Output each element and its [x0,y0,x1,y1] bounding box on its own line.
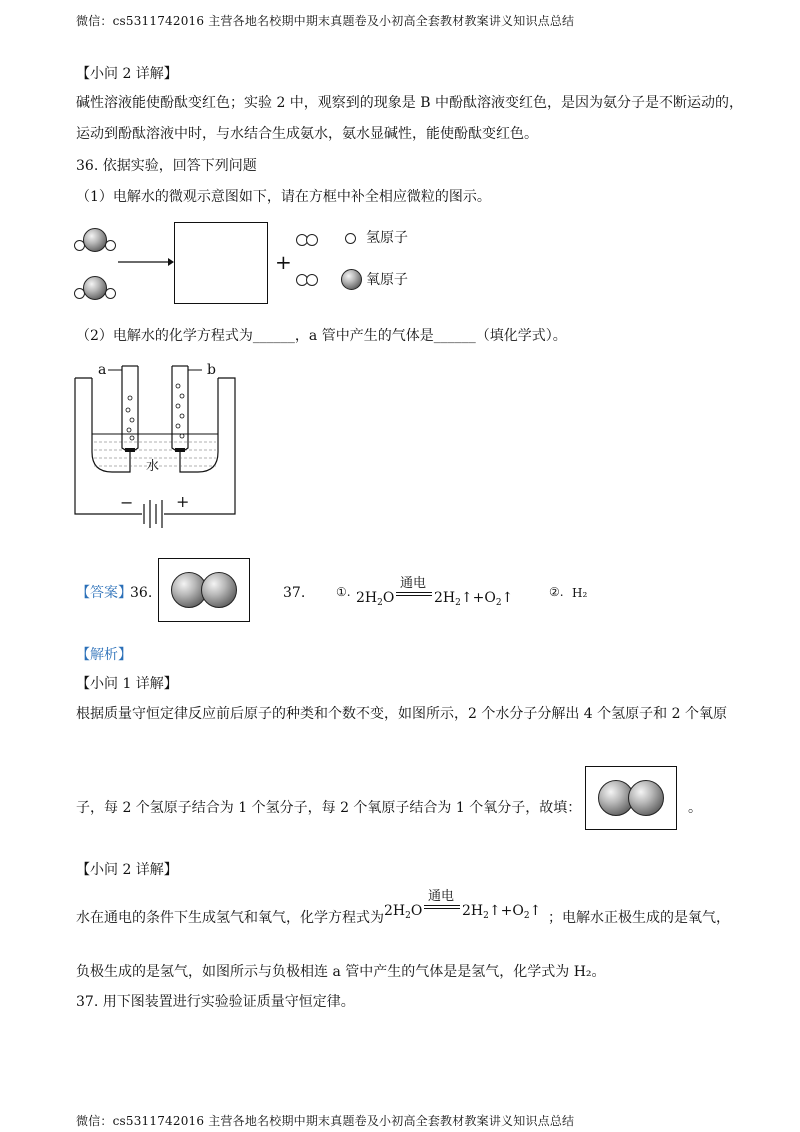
para3-line1-b: ；电解水正极生成的是氧气， [548,910,730,926]
section-q2-title-b: 【小问 2 详解】 [76,862,178,878]
micro-diagram [70,218,430,308]
oxygen-atom-icon [201,572,237,608]
answer-circle-2: ②. [549,585,564,599]
section-q1-title: 【小问 1 详解】 [76,676,178,692]
analysis-label: 【解析】 [76,647,132,663]
battery-plus: + [176,492,190,511]
para3-line1-a: 水在通电的条件下生成氢气和氧气，化学方程式为 [76,910,384,926]
q36-title: 36. 依据实验，回答下列问题 [76,158,257,174]
section-q2-title: 【小问 2 详解】 [76,66,178,82]
equation-condition: 通电 [428,889,455,904]
electrolysis-apparatus [70,356,250,536]
hydrogen-atom-icon [345,233,356,244]
battery-minus: − [120,493,134,512]
water-molecule-icon [74,274,118,304]
q36-part1: （1）电解水的微观示意图如下，请在方框中补全相应微粒的图示。 [76,189,491,205]
para1-line2: 运动到酚酞溶液中时，与水结合生成氨水，氨水显碱性，能使酚酞变红色。 [76,126,538,142]
equation-condition: 通电 [400,576,427,591]
answer-box-empty [174,222,268,304]
arrow-right-icon [118,256,174,268]
oxygen-atom-icon [628,780,664,816]
answer-36-number: 36. [130,585,153,601]
hydrogen-molecule-icon [296,234,320,246]
water-label: 水 [146,459,160,474]
chemical-equation: $2H_2O$ 通电 $2H_2↑+O_2↑$ [356,574,526,614]
tube-label-a: a [98,362,107,378]
page-footer: 微信：cs5311742016 主营各地名校期中期末真题卷及小初高全套教材教案讲义知识点总结 [76,1114,575,1128]
para2-end: 。 [688,800,702,816]
answer-box-o2-analysis [585,766,677,830]
answer-box-o2 [158,558,250,622]
q37-title: 37. 用下图装置进行实验验证质量守恒定律。 [76,994,355,1010]
answer-label: 【答案】 [76,585,132,601]
legend-oxygen: 氧原子 [366,272,408,288]
oxygen-atom-icon [341,269,362,290]
para1-line1: 碱性溶液能使酚酞变红色；实验 2 中，观察到的现象是 B 中酚酞溶液变红色，是因为氨分子是不断运动的， [76,95,743,111]
answer-37-number: 37. [283,585,306,601]
para3-line2: 负极生成的是氢气，如图所示与负极相连 a 管中产生的气体是是氢气，化学式为 H₂。 [76,964,606,980]
q36-part2: （2）电解水的化学方程式为______，a 管中产生的气体是______（填化学式）。 [76,328,567,344]
answer-h2: H₂ [572,586,588,600]
para2-line2: 子，每 2 个氢原子结合为 1 个氢分子，每 2 个氧原子结合为 1 个氧分子，故填： [76,800,582,816]
tube-label-b: b [207,362,216,378]
answer-circle-1: ①. [336,585,351,599]
chemical-equation-analysis: $2H_2O$ 通电 $2H_2↑+O_2↑$ [384,887,554,927]
water-molecule-icon [74,226,118,256]
hydrogen-molecule-icon [296,274,320,286]
legend-hydrogen: 氢原子 [366,230,408,246]
plus-sign: + [275,250,292,274]
para2-line1: 根据质量守恒定律反应前后原子的种类和个数不变，如图所示，2 个水分子分解出 4 个氢原子和 2 个氧原 [76,706,727,722]
page-header: 微信：cs5311742016 主营各地名校期中期末真题卷及小初高全套教材教案讲义知识点总结 [76,14,575,28]
